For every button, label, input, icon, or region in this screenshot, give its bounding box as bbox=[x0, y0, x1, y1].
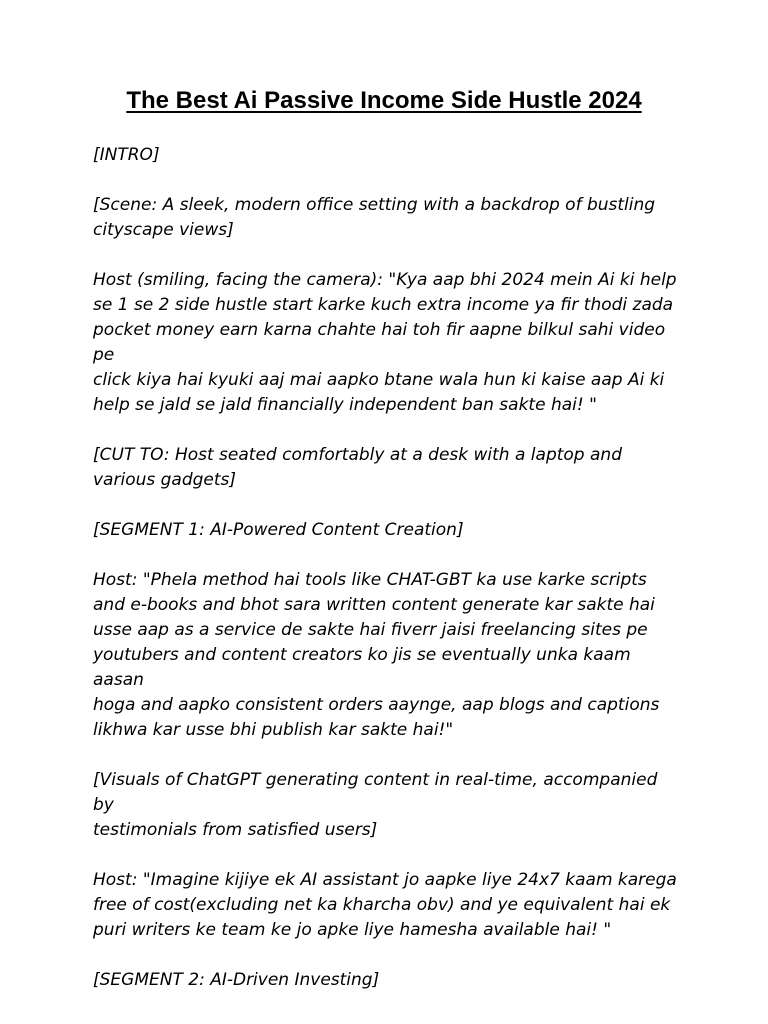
paragraph-intro: [INTRO] bbox=[93, 145, 160, 165]
document-title-text: The Best Ai Passive Income Side Hustle 2024 bbox=[126, 87, 642, 114]
paragraph-host-intro: Host (smiling, facing the camera): "Kya aap bhi 2024 mein Ai ki help se 1 se 2 side hustle start karke kuch extra income ya fir thodi zada pocket money earn karna chahte hai toh fir aapne bilkul sahi video pe click kiya hai kyuki aaj mai aapko btane wala hun ki kaise aap Ai ki help se jald se jald financially independent ban sakte hai! " bbox=[93, 270, 677, 415]
paragraph-host-method: Host: "Phela method hai tools like CHAT-GBT ka use karke scripts and e-books and bhot sara written content generate kar sakte hai usse aap as a service de sakte hai fiverr jaisi freelancing sites pe youtubers and content creators ko jis se eventually unka kaam aasan hoga and aapko consistent orders aaynge, aap blogs and captions likhwa kar usse bhi publish kar sakte hai!" bbox=[93, 570, 660, 740]
paragraph-cut-to: [CUT TO: Host seated comfortably at a desk with a laptop and various gadgets] bbox=[93, 445, 622, 490]
paragraph-scene: [Scene: A sleek, modern office setting with a backdrop of bustling cityscape views] bbox=[93, 195, 656, 240]
document-body bbox=[93, 143, 683, 1018]
paragraph-visuals: [Visuals of ChatGPT generating content in real-time, accompanied by testimonials from satisfied users] bbox=[93, 770, 658, 840]
document-title bbox=[0, 86, 768, 116]
paragraph-host-imagine: Host: "Imagine kijiye ek AI assistant jo aapke liye 24x7 kaam karega free of cost(excluding net ka kharcha obv) and ye equivalent hai ek puri writers ke team ke jo apke liye hamesha available hai! " bbox=[93, 870, 677, 940]
paragraph-segment-1: [SEGMENT 1: AI-Powered Content Creation] bbox=[93, 520, 464, 540]
paragraph-segment-2: [SEGMENT 2: AI-Driven Investing] bbox=[93, 970, 380, 990]
